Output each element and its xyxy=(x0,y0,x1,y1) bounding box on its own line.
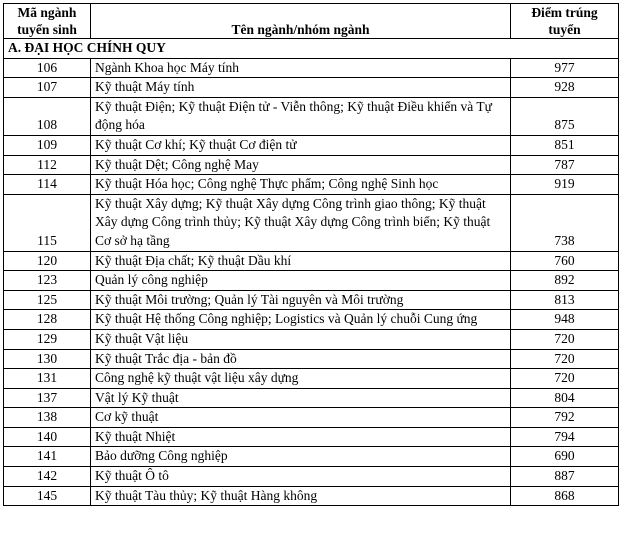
row-code: 123 xyxy=(4,271,91,291)
row-name: Kỹ thuật Nhiệt xyxy=(91,427,511,447)
row-name: Kỹ thuật Hệ thống Công nghiệp; Logistics và Quản lý chuỗi Cung ứng xyxy=(91,310,511,330)
table-row xyxy=(4,408,619,428)
row-score: 977 xyxy=(511,58,619,78)
row-code: 125 xyxy=(4,290,91,310)
table-row xyxy=(4,388,619,408)
row-code: 114 xyxy=(4,175,91,195)
row-score: 794 xyxy=(511,427,619,447)
table-row xyxy=(4,271,619,291)
row-name: Ngành Khoa học Máy tính xyxy=(91,58,511,78)
row-code: 131 xyxy=(4,369,91,389)
row-score: 792 xyxy=(511,408,619,428)
row-score: 738 xyxy=(511,194,619,251)
row-score: 868 xyxy=(511,486,619,506)
table-row xyxy=(4,175,619,195)
table-row xyxy=(4,290,619,310)
row-name: Kỹ thuật Xây dựng; Kỹ thuật Xây dựng Công trình giao thông; Kỹ thuật Xây dựng Công trình thủy; Kỹ thuật Xây dựng Công trình biển; Kỹ thuật Cơ sở hạ tầng xyxy=(91,194,511,251)
row-name: Kỹ thuật Tàu thủy; Kỹ thuật Hàng không xyxy=(91,486,511,506)
table-row xyxy=(4,251,619,271)
row-score: 851 xyxy=(511,135,619,155)
row-code: 141 xyxy=(4,447,91,467)
table-row xyxy=(4,427,619,447)
row-name: Bảo dưỡng Công nghiệp xyxy=(91,447,511,467)
row-score: 875 xyxy=(511,97,619,135)
row-code: 106 xyxy=(4,58,91,78)
row-score: 720 xyxy=(511,369,619,389)
row-code: 137 xyxy=(4,388,91,408)
row-code: 107 xyxy=(4,78,91,98)
row-name: Kỹ thuật Dệt; Công nghệ May xyxy=(91,155,511,175)
row-name: Kỹ thuật Hóa học; Công nghệ Thực phẩm; Công nghệ Sinh học xyxy=(91,175,511,195)
admission-scores-table xyxy=(3,3,619,506)
row-name: Kỹ thuật Trắc địa - bản đồ xyxy=(91,349,511,369)
row-score: 787 xyxy=(511,155,619,175)
table-row xyxy=(4,194,619,251)
row-score: 948 xyxy=(511,310,619,330)
table-row xyxy=(4,310,619,330)
row-name: Kỹ thuật Vật liệu xyxy=(91,329,511,349)
table-row xyxy=(4,486,619,506)
row-score: 928 xyxy=(511,78,619,98)
row-code: 109 xyxy=(4,135,91,155)
table-row xyxy=(4,135,619,155)
section-row xyxy=(4,39,619,59)
row-code: 138 xyxy=(4,408,91,428)
table-row xyxy=(4,447,619,467)
section-title: A. ĐẠI HỌC CHÍNH QUY xyxy=(4,39,619,59)
row-name: Công nghệ kỹ thuật vật liệu xây dựng xyxy=(91,369,511,389)
row-name: Kỹ thuật Địa chất; Kỹ thuật Dầu khí xyxy=(91,251,511,271)
row-name: Vật lý Kỹ thuật xyxy=(91,388,511,408)
row-name: Kỹ thuật Ô tô xyxy=(91,467,511,487)
row-score: 690 xyxy=(511,447,619,467)
row-code: 129 xyxy=(4,329,91,349)
row-score: 720 xyxy=(511,349,619,369)
table-row xyxy=(4,329,619,349)
header-name: Tên ngành/nhóm ngành xyxy=(91,4,511,39)
row-score: 887 xyxy=(511,467,619,487)
header-code: Mã ngành tuyển sinh xyxy=(4,4,91,39)
row-code: 145 xyxy=(4,486,91,506)
row-code: 108 xyxy=(4,97,91,135)
table-row xyxy=(4,467,619,487)
row-score: 720 xyxy=(511,329,619,349)
row-code: 128 xyxy=(4,310,91,330)
table-row xyxy=(4,58,619,78)
row-code: 112 xyxy=(4,155,91,175)
row-score: 919 xyxy=(511,175,619,195)
row-code: 140 xyxy=(4,427,91,447)
row-name: Kỹ thuật Điện; Kỹ thuật Điện tử - Viễn thông; Kỹ thuật Điều khiển và Tự động hóa xyxy=(91,97,511,135)
table-row xyxy=(4,369,619,389)
row-score: 760 xyxy=(511,251,619,271)
table-row xyxy=(4,155,619,175)
row-name: Kỹ thuật Cơ khí; Kỹ thuật Cơ điện tử xyxy=(91,135,511,155)
row-name: Quản lý công nghiệp xyxy=(91,271,511,291)
header-score: Điểm trúng tuyển xyxy=(511,4,619,39)
row-score: 813 xyxy=(511,290,619,310)
row-name: Cơ kỹ thuật xyxy=(91,408,511,428)
row-score: 892 xyxy=(511,271,619,291)
table-row xyxy=(4,78,619,98)
row-code: 115 xyxy=(4,194,91,251)
header-row xyxy=(4,4,619,39)
table-row xyxy=(4,349,619,369)
row-name: Kỹ thuật Máy tính xyxy=(91,78,511,98)
table-row xyxy=(4,97,619,135)
row-code: 130 xyxy=(4,349,91,369)
row-code: 120 xyxy=(4,251,91,271)
row-name: Kỹ thuật Môi trường; Quản lý Tài nguyên và Môi trường xyxy=(91,290,511,310)
row-code: 142 xyxy=(4,467,91,487)
row-score: 804 xyxy=(511,388,619,408)
